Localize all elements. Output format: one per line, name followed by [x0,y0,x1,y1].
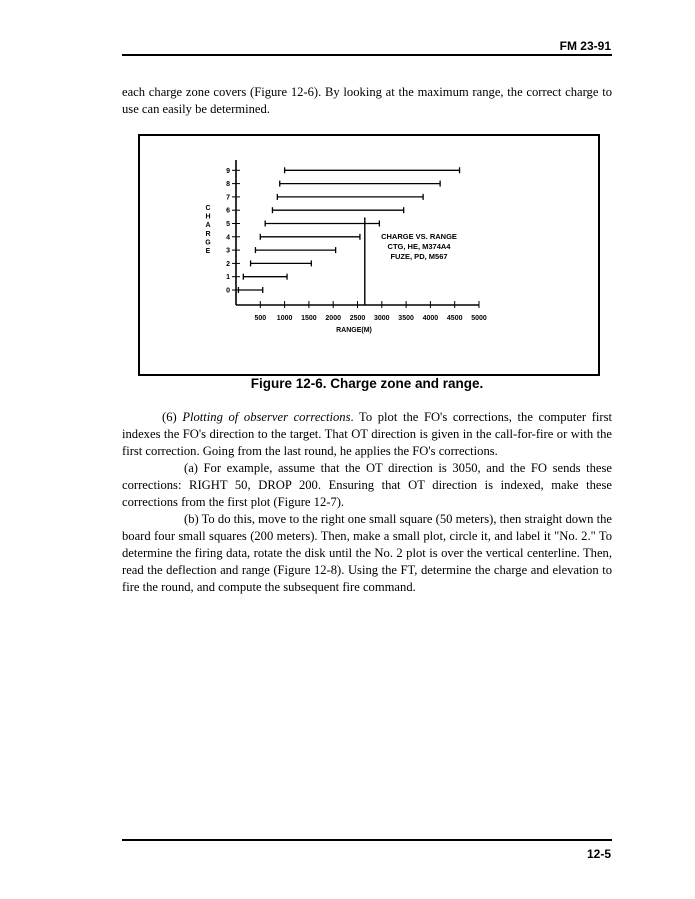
chart-subtitle-line-1: CTG, HE, M374A4 [387,242,451,251]
intro-paragraph: each charge zone covers (Figure 12-6). By looking at the maximum range, the correct charge to use can easily be determined. [122,85,612,116]
x-axis-label: RANGE(M) [336,327,372,334]
paragraph-b: (b) To do this, move to the right one small square (50 meters), then straight down the board four small squares (200 meters). Then, make a small plot, circle it, and label it "No. 2." To determine the firing data, rotate the disk until the No. 2 plot is over the vertical centerline. Then, read the deflection and range (Figure 12-8). Using the FT, determine the charge and elevation to fire the round, and compute the subsequent fire command. [122,512,612,594]
x-tick-label-500: 500 [254,315,267,322]
y-axis-label-letter: E [205,248,211,255]
x-tick-label-4500: 4500 [446,315,463,322]
x-tick-label-3000: 3000 [374,315,390,322]
x-tick-label-2500: 2500 [349,315,366,322]
y-tick-label-7: 7 [226,194,230,202]
figure-frame [138,134,600,376]
paragraph-6-heading: Plotting of observer corrections [182,410,351,424]
y-tick-label-5: 5 [226,221,230,228]
paragraph-a: (a) For example, assume that the OT direction is 3050, and the FO sends these corrections: RIGHT 50, DROP 200. Ensuring that OT direction is indexed, make these corrections from the first plot (Figure 12-7). [122,461,612,509]
charge-range-chart [140,136,598,374]
y-axis-label-letter: R [205,230,211,238]
y-tick-label-4: 4 [226,234,230,242]
chart-title: CHARGE VS. RANGE [381,232,457,241]
x-tick-label-1000: 1000 [276,315,293,322]
y-tick-label-2: 2 [226,260,230,268]
x-tick-label-3500: 3500 [398,315,414,322]
y-tick-label-3: 3 [226,247,230,255]
y-axis-label-letter: G [205,239,211,247]
footer-rule [122,839,612,841]
y-axis-label-letter: C [205,205,211,212]
page-number: 12-5 [586,847,611,861]
chart-subtitle-line-2: FUZE, PD, M567 [390,252,448,261]
y-tick-label-6: 6 [226,207,230,215]
y-axis-label-letter: A [205,222,211,230]
y-axis-label-letter: H [205,213,211,221]
y-tick-label-9: 9 [226,167,230,175]
x-tick-label-2000: 2000 [325,315,341,322]
x-tick-label-4000: 4000 [422,315,439,322]
figure-caption: Figure 12-6. Charge zone and range. [250,376,484,391]
paragraph-6 [122,409,612,460]
document-id: FM 23-91 [559,39,611,53]
paragraph-6-number: (6) [162,410,183,424]
x-tick-label-1500: 1500 [301,315,317,322]
x-tick-label-5000: 5000 [471,315,487,322]
paragraph-6-body: . To plot the FO's corrections, the computer first indexes the FO's direction to the target. That OT direction is given in the call-for-fire or with the first correction. Going from the last round, he applies the FO's corrections. [122,410,613,458]
y-tick-label-1: 1 [226,274,230,282]
y-tick-label-8: 8 [226,181,230,189]
header-rule [122,54,612,56]
y-tick-label-0: 0 [226,287,230,295]
